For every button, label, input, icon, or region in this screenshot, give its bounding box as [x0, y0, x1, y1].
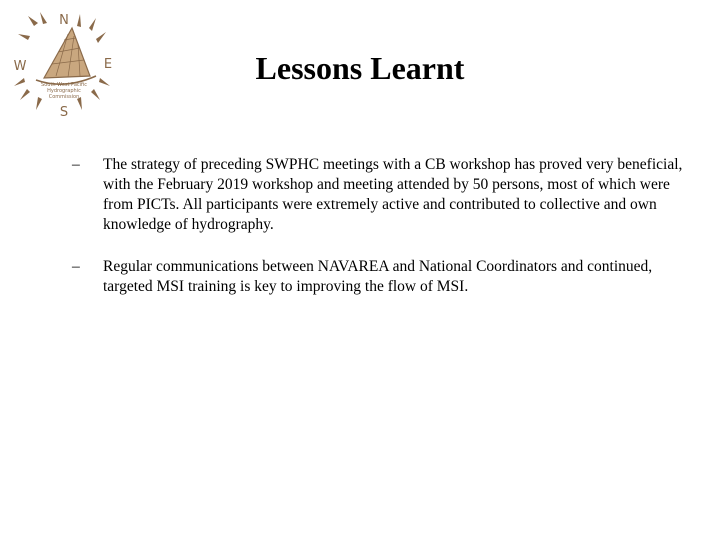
sail-shape — [44, 28, 90, 78]
bullet-text: The strategy of preceding SWPHC meetings with a CB workshop has proved very beneficial, with the February 2019 workshop and meeting attended by 50 persons, most of which were from PICTs. All participants were extremely active and contributed to collective and own knowledge of hydrography. — [103, 156, 683, 233]
slide-title: Lessons Learnt — [255, 50, 465, 86]
logo-text-line-1: South West Pacific — [41, 82, 87, 88]
compass-south-letter: S — [59, 105, 69, 120]
bullet-dash: – — [72, 156, 80, 173]
bullet-dash: – — [72, 258, 80, 275]
bullet-text: Regular communications between NAVAREA and National Coordinators and continued, targeted MSI training is key to improving the flow of MSI. — [103, 258, 653, 295]
bullet-list — [72, 155, 692, 319]
compass-west-letter: W — [13, 59, 27, 74]
compass-east-letter: E — [103, 57, 113, 72]
logo-text-line-2: Hydrographic — [47, 88, 81, 94]
compass-north-letter: N — [59, 13, 69, 28]
compass-logo-graphic — [6, 4, 122, 120]
bullet-item — [72, 155, 692, 235]
bullet-item — [72, 257, 692, 297]
logo-text-line-3: Commission — [48, 94, 80, 100]
swphc-logo — [6, 4, 122, 120]
